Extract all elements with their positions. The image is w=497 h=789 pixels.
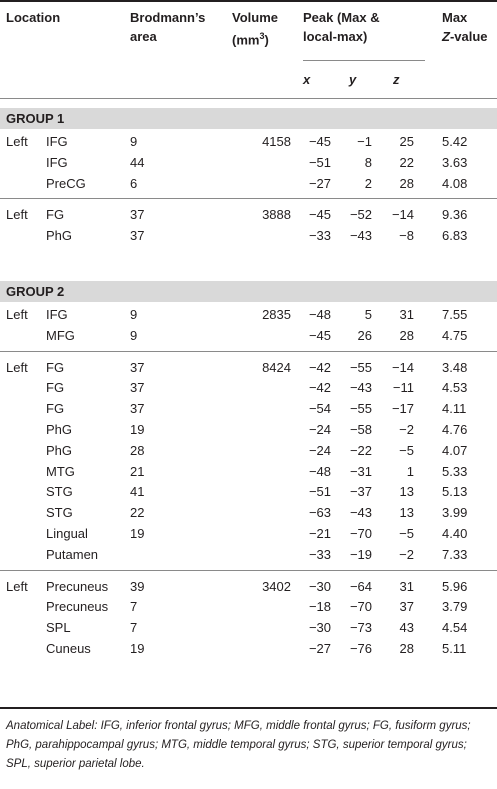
cell-brodmann-area: 39 bbox=[130, 578, 145, 594]
cell-peak-z: 22 bbox=[399, 154, 414, 170]
header-peak-line2: local-max) bbox=[303, 29, 368, 44]
cell-brodmann-area: 19 bbox=[130, 422, 145, 437]
header-location: Location bbox=[6, 10, 61, 25]
table-top-rule bbox=[0, 0, 497, 2]
cell-peak-y: −31 bbox=[349, 463, 372, 479]
cell-peak-x: −24 bbox=[308, 442, 331, 458]
cell-peak-z: 43 bbox=[399, 620, 414, 636]
cell-peak-z: 28 bbox=[399, 327, 414, 343]
cell-peak-x: −48 bbox=[308, 463, 331, 479]
cell-volume: 3402 bbox=[262, 578, 291, 594]
table-footnote: Anatomical Label: IFG, inferior frontal gyrus; MFG, middle frontal gyrus; FG, fusiform gyrus; PhG, parahippocampal gyrus; MTG, middle temporal gyrus; STG, superior temporal gyrus; SPL, superior parietal lobe. bbox=[6, 720, 471, 770]
cell-peak-y: −55 bbox=[349, 359, 372, 375]
cell-peak-z: 13 bbox=[399, 484, 414, 500]
cell-volume: 2835 bbox=[262, 307, 291, 322]
cell-peak-x: −51 bbox=[308, 484, 331, 500]
cell-max-z-value: 4.54 bbox=[442, 620, 468, 636]
cell-region: IFG bbox=[46, 134, 68, 149]
header-brodmann-line1: Brodmann’s bbox=[130, 10, 206, 25]
cell-peak-y: −70 bbox=[349, 526, 372, 541]
cell-max-z-value: 3.63 bbox=[442, 154, 468, 170]
cell-brodmann-area: 44 bbox=[130, 154, 145, 170]
cell-peak-y: −37 bbox=[349, 484, 372, 500]
header-y: y bbox=[349, 72, 357, 87]
block-separator-rule bbox=[0, 570, 497, 571]
cell-brodmann-area: 19 bbox=[130, 526, 145, 541]
header-volume-line2 bbox=[232, 27, 278, 49]
header-volume-unit: (mm bbox=[232, 32, 260, 48]
cell-max-z-value: 5.13 bbox=[442, 484, 468, 500]
cell-region: FG bbox=[46, 401, 65, 417]
cell-max-z-value: 5.96 bbox=[442, 578, 468, 594]
cell-peak-x: −18 bbox=[308, 599, 331, 615]
cell-max-z-value: 7.55 bbox=[442, 307, 468, 322]
cell-volume: 4158 bbox=[262, 134, 291, 149]
cell-region: FG bbox=[46, 359, 65, 375]
header-z: z bbox=[393, 72, 400, 87]
cell-peak-z: −8 bbox=[399, 228, 414, 244]
cell-peak-z: 37 bbox=[399, 599, 414, 615]
cell-max-z-value: 7.33 bbox=[442, 546, 468, 562]
cell-peak-y: −43 bbox=[349, 228, 372, 244]
header-maxz-line1: Max bbox=[442, 10, 468, 25]
cell-region: Cuneus bbox=[46, 641, 91, 656]
cell-max-z-value: 4.07 bbox=[442, 442, 468, 458]
cell-region: MTG bbox=[46, 463, 75, 479]
header-volume bbox=[232, 8, 278, 49]
cell-location: Left bbox=[6, 359, 28, 375]
cell-peak-z: 25 bbox=[399, 134, 414, 149]
peak-subheader-rule bbox=[303, 60, 425, 61]
group-header-bar bbox=[0, 108, 497, 129]
cell-peak-z: −2 bbox=[399, 422, 414, 437]
cell-brodmann-area: 7 bbox=[130, 599, 138, 615]
cell-max-z-value: 6.83 bbox=[442, 228, 468, 244]
cell-brodmann-area: 6 bbox=[130, 175, 138, 191]
cell-region: STG bbox=[46, 505, 73, 521]
header-maxz-line2 bbox=[442, 27, 488, 46]
cell-location: Left bbox=[6, 578, 28, 594]
cell-peak-x: −30 bbox=[308, 620, 331, 636]
header-brodmann-line2: area bbox=[130, 29, 157, 44]
cell-max-z-value: 5.33 bbox=[442, 463, 468, 479]
cell-brodmann-area: 28 bbox=[130, 442, 145, 458]
cell-brodmann-area: 37 bbox=[130, 228, 145, 244]
cell-peak-x: −33 bbox=[308, 546, 331, 562]
cell-peak-y: −70 bbox=[349, 599, 372, 615]
block-separator-rule bbox=[0, 351, 497, 352]
header-volume-sup: 3 bbox=[259, 31, 265, 41]
cell-brodmann-area: 9 bbox=[130, 307, 138, 322]
cell-peak-z: −5 bbox=[399, 526, 414, 541]
group-label: GROUP 2 bbox=[6, 284, 65, 299]
cell-max-z-value: 5.11 bbox=[442, 641, 467, 656]
header-peak bbox=[303, 8, 380, 46]
cell-peak-x: −45 bbox=[308, 207, 331, 223]
cell-peak-y: −52 bbox=[349, 207, 372, 223]
cell-peak-z: 28 bbox=[399, 641, 414, 656]
group-label: GROUP 1 bbox=[6, 111, 65, 126]
cell-max-z-value: 3.79 bbox=[442, 599, 468, 615]
cell-location: Left bbox=[6, 134, 28, 149]
cell-brodmann-area: 22 bbox=[130, 505, 145, 521]
cell-region: SPL bbox=[46, 620, 71, 636]
cell-peak-z: −2 bbox=[399, 546, 414, 562]
cell-peak-y: −22 bbox=[349, 442, 372, 458]
cell-peak-z: −14 bbox=[391, 359, 414, 375]
cell-peak-z: 31 bbox=[399, 307, 414, 322]
header-volume-close: ) bbox=[264, 32, 269, 48]
cell-brodmann-area: 9 bbox=[130, 134, 138, 149]
cell-max-z-value: 3.48 bbox=[442, 359, 468, 375]
cell-max-z-value: 4.40 bbox=[442, 526, 468, 541]
cell-region: IFG bbox=[46, 154, 68, 170]
cell-region: PhG bbox=[46, 228, 73, 244]
header-bottom-rule bbox=[0, 98, 497, 99]
cell-peak-z: 1 bbox=[406, 463, 414, 479]
cell-peak-y: −55 bbox=[349, 401, 372, 417]
cell-location: Left bbox=[6, 307, 28, 322]
cell-peak-x: −30 bbox=[308, 578, 331, 594]
cell-peak-y: −73 bbox=[349, 620, 372, 636]
header-volume-line1: Volume bbox=[232, 10, 278, 25]
cell-region: FG bbox=[46, 380, 65, 396]
cell-max-z-value: 3.99 bbox=[442, 505, 468, 521]
cell-peak-y: 5 bbox=[364, 307, 372, 322]
cell-region: MFG bbox=[46, 327, 75, 343]
cell-peak-z: 28 bbox=[399, 175, 414, 191]
header-brodmann bbox=[130, 8, 205, 46]
cell-peak-y: 2 bbox=[364, 175, 372, 191]
header-x: x bbox=[303, 72, 311, 87]
cell-peak-z: 31 bbox=[399, 578, 414, 594]
cell-max-z-value: 4.76 bbox=[442, 422, 468, 437]
cell-peak-z: 13 bbox=[399, 505, 414, 521]
cell-peak-y: −64 bbox=[349, 578, 372, 594]
cell-brodmann-area: 37 bbox=[130, 401, 145, 417]
cell-max-z-value: 4.08 bbox=[442, 175, 468, 191]
header-maxz-italic: Z bbox=[442, 29, 450, 44]
cell-peak-x: −24 bbox=[308, 422, 331, 437]
cell-peak-x: −54 bbox=[308, 401, 331, 417]
cell-max-z-value: 4.75 bbox=[442, 327, 468, 343]
cell-region: Lingual bbox=[46, 526, 88, 541]
cell-max-z-value: 5.42 bbox=[442, 134, 468, 149]
cell-peak-z: −14 bbox=[391, 207, 414, 223]
cell-volume: 8424 bbox=[262, 359, 291, 375]
cell-region: PreCG bbox=[46, 175, 86, 191]
cell-peak-y: −76 bbox=[349, 641, 372, 656]
header-maxz bbox=[442, 8, 488, 46]
cell-region: Putamen bbox=[46, 546, 99, 562]
cell-brodmann-area: 21 bbox=[130, 463, 145, 479]
cell-peak-x: −45 bbox=[308, 327, 331, 343]
table-bottom-rule bbox=[0, 707, 497, 709]
cell-brodmann-area: 37 bbox=[130, 359, 145, 375]
cell-region: FG bbox=[46, 207, 65, 223]
cell-peak-x: −42 bbox=[308, 359, 331, 375]
cell-peak-y: 8 bbox=[364, 154, 372, 170]
cell-region: IFG bbox=[46, 307, 68, 322]
cell-peak-x: −21 bbox=[308, 526, 331, 541]
cell-peak-z: −17 bbox=[391, 401, 414, 417]
cell-peak-z: −5 bbox=[399, 442, 414, 458]
cell-peak-x: −33 bbox=[308, 228, 331, 244]
cell-peak-x: −51 bbox=[308, 154, 331, 170]
group-header-bar bbox=[0, 281, 497, 302]
cell-max-z-value: 4.53 bbox=[442, 380, 468, 396]
cell-peak-y: −1 bbox=[357, 134, 372, 149]
cell-peak-x: −27 bbox=[308, 641, 331, 656]
cell-peak-x: −27 bbox=[308, 175, 331, 191]
header-peak-line1: Peak (Max & bbox=[303, 10, 380, 25]
cell-region: PhG bbox=[46, 442, 73, 458]
cell-peak-x: −45 bbox=[308, 134, 331, 149]
block-separator-rule bbox=[0, 198, 497, 199]
cell-peak-x: −63 bbox=[308, 505, 331, 521]
cell-peak-y: −43 bbox=[349, 380, 372, 396]
header-maxz-rest: -value bbox=[449, 29, 488, 44]
cell-volume: 3888 bbox=[262, 207, 291, 223]
cell-peak-y: −43 bbox=[349, 505, 372, 521]
cell-brodmann-area: 37 bbox=[130, 380, 145, 396]
cell-peak-y: −19 bbox=[349, 546, 372, 562]
cell-brodmann-area: 37 bbox=[130, 207, 145, 223]
cell-region: Precuneus bbox=[46, 578, 109, 594]
cell-region: Precuneus bbox=[46, 599, 109, 615]
cell-peak-y: 26 bbox=[357, 327, 372, 343]
cell-peak-y: −58 bbox=[349, 422, 372, 437]
cell-peak-z: −11 bbox=[392, 380, 414, 396]
cell-peak-x: −48 bbox=[308, 307, 331, 322]
cell-brodmann-area: 19 bbox=[130, 641, 145, 656]
cell-brodmann-area: 41 bbox=[130, 484, 145, 500]
cell-max-z-value: 9.36 bbox=[442, 207, 468, 223]
cell-region: PhG bbox=[46, 422, 73, 437]
cell-max-z-value: 4.11 bbox=[442, 401, 467, 417]
cell-region: STG bbox=[46, 484, 73, 500]
cell-brodmann-area: 9 bbox=[130, 327, 138, 343]
cell-peak-x: −42 bbox=[308, 380, 331, 396]
cell-brodmann-area: 7 bbox=[130, 620, 138, 636]
cell-location: Left bbox=[6, 207, 28, 223]
